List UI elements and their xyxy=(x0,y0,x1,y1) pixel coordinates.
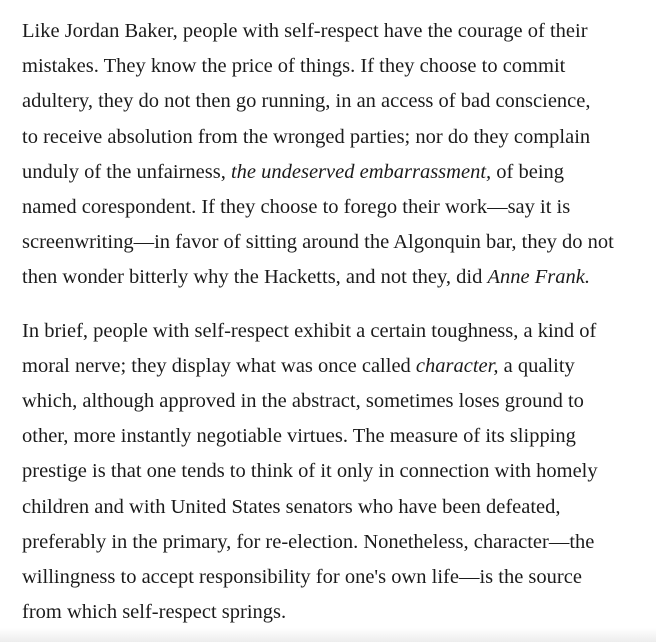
italic-title: Anne Frank. xyxy=(487,266,590,289)
text-line: other, more instantly negotiable virtues. The measure of its slipping xyxy=(22,425,576,448)
text-line: moral nerve; they display what was once called character, a quality xyxy=(22,354,575,377)
text-line: Like Jordan Baker, people with self-respect have the courage of their xyxy=(22,20,588,42)
text-line: willingness to accept responsibility for one's own life—is the source xyxy=(22,566,582,589)
text-line: which, although approved in the abstract, sometimes loses ground to xyxy=(22,390,584,413)
paragraph-1 xyxy=(22,14,652,296)
bottom-fade xyxy=(0,628,656,642)
text-line: mistakes. They know the price of things. If they choose to commit xyxy=(22,55,566,78)
text-line: from which self-respect springs. xyxy=(22,601,287,624)
italic-word: character, xyxy=(415,354,499,377)
text-line: adultery, they do not then go running, in an access of bad conscience, xyxy=(22,90,591,113)
text-line: prestige is that one tends to think of it only in connection with homely xyxy=(22,460,598,483)
paragraph-2 xyxy=(22,314,652,631)
text-line: In brief, people with self-respect exhibit a certain toughness, a kind of xyxy=(22,319,597,342)
text-line: unduly of the unfairness, the undeserved embarrassment, of being xyxy=(22,160,565,183)
text-line: preferably in the primary, for re-election. Nonetheless, character—the xyxy=(22,530,595,553)
text-line: screenwriting—in favor of sitting around the Algonquin bar, they do not xyxy=(22,231,614,254)
article-body xyxy=(22,14,652,630)
text-line: then wonder bitterly why the Hacketts, and not they, did Anne Frank. xyxy=(22,266,590,289)
text-line: named corespondent. If they choose to forego their work—say it is xyxy=(22,196,571,219)
italic-phrase: the undeserved embarrassment, xyxy=(230,160,492,183)
text-line: to receive absolution from the wronged parties; nor do they complain xyxy=(22,125,591,148)
text-line: children and with United States senators who have been defeated, xyxy=(22,495,561,518)
